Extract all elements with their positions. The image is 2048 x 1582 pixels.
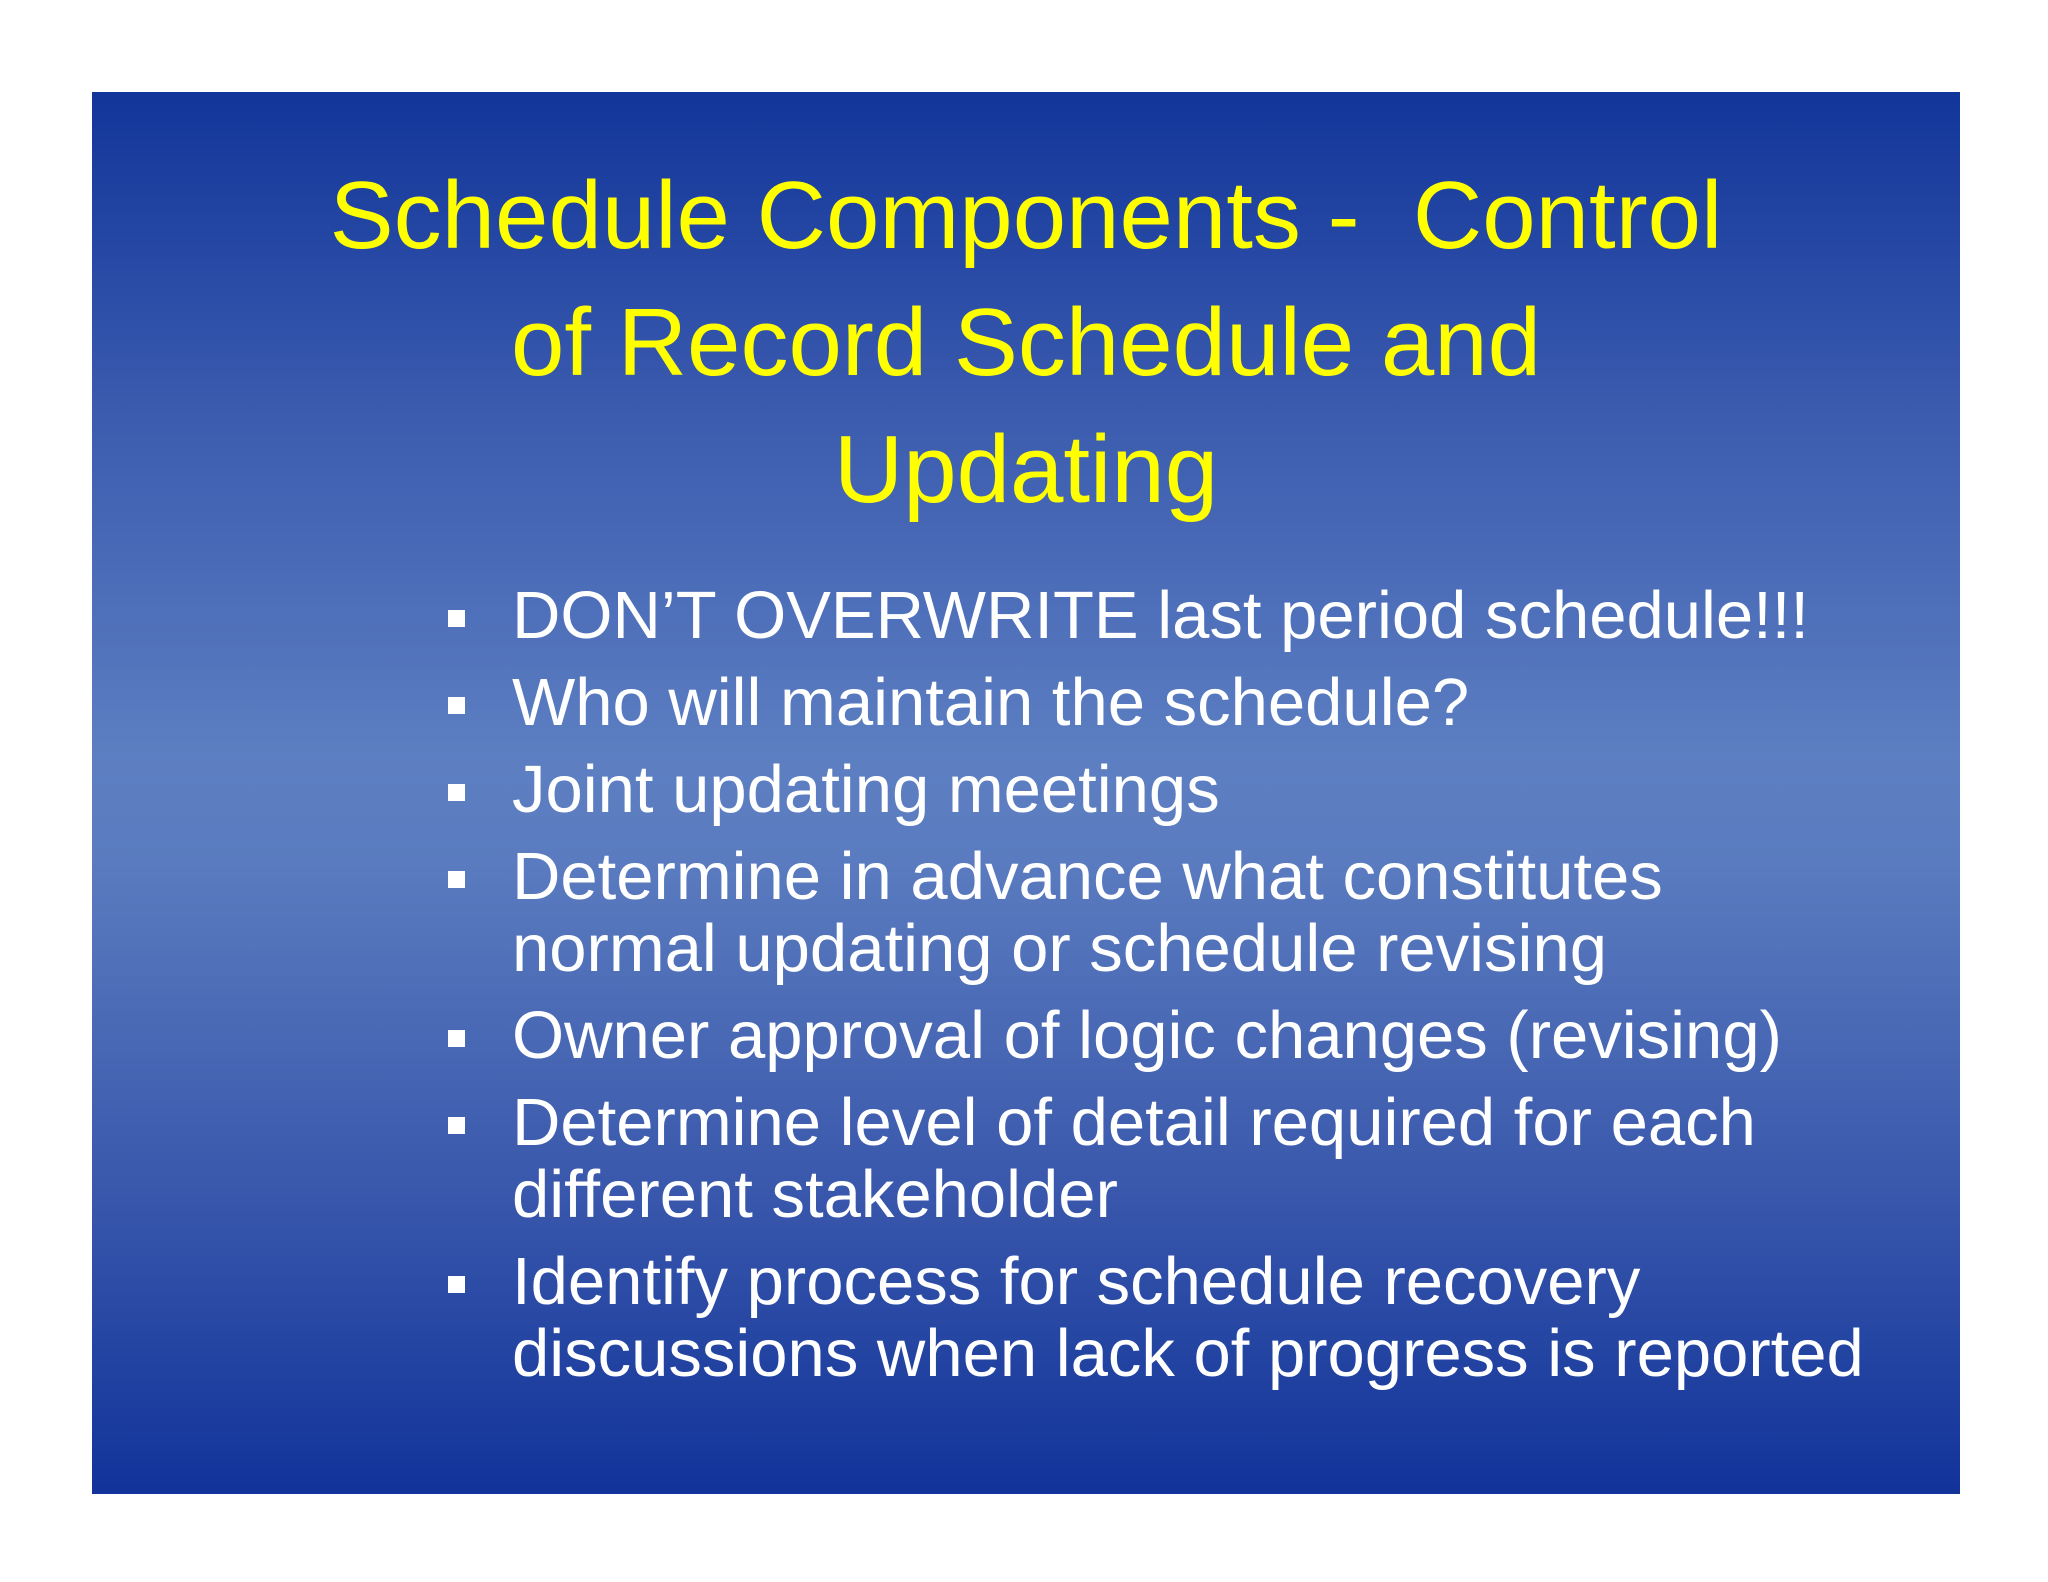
bullet-text: Owner approval of logic changes (revising) [512,998,1782,1073]
bullet-item [352,1087,1932,1231]
slide [92,92,1960,1494]
square-bullet-icon [448,784,465,801]
square-bullet-icon [448,1276,465,1293]
bullet-text: Joint updating meetings [512,752,1220,827]
slide-title-line: Schedule Components - Control [329,162,1723,269]
bullet-text: normal updating or schedule revising [512,911,1607,986]
bullet-item [352,754,1932,826]
square-bullet-icon [448,610,465,627]
bullet-list [352,580,1932,1405]
square-bullet-icon [448,1117,465,1134]
bullet-text: DON’T OVERWRITE last period schedule!!! [512,578,1810,653]
bullet-item [352,667,1932,739]
square-bullet-icon [448,697,465,714]
bullet-item [352,1000,1932,1072]
bullet-text: Determine level of detail required for each [512,1085,1756,1160]
bullet-text: discussions when lack of progress is reported [512,1316,1864,1391]
bullet-text: Identify process for schedule recovery [512,1244,1641,1319]
bullet-item [352,580,1932,652]
bullet-item [352,841,1932,985]
bullet-text: Determine in advance what constitutes [512,839,1663,914]
bullet-text: different stakeholder [512,1157,1118,1232]
bullet-text: Who will maintain the schedule? [512,665,1470,740]
slide-title-line: Updating [833,416,1219,523]
square-bullet-icon [448,871,465,888]
square-bullet-icon [448,1030,465,1047]
slide-title [92,152,1960,533]
slide-title-line: of Record Schedule and [510,289,1542,396]
bullet-item [352,1246,1932,1390]
